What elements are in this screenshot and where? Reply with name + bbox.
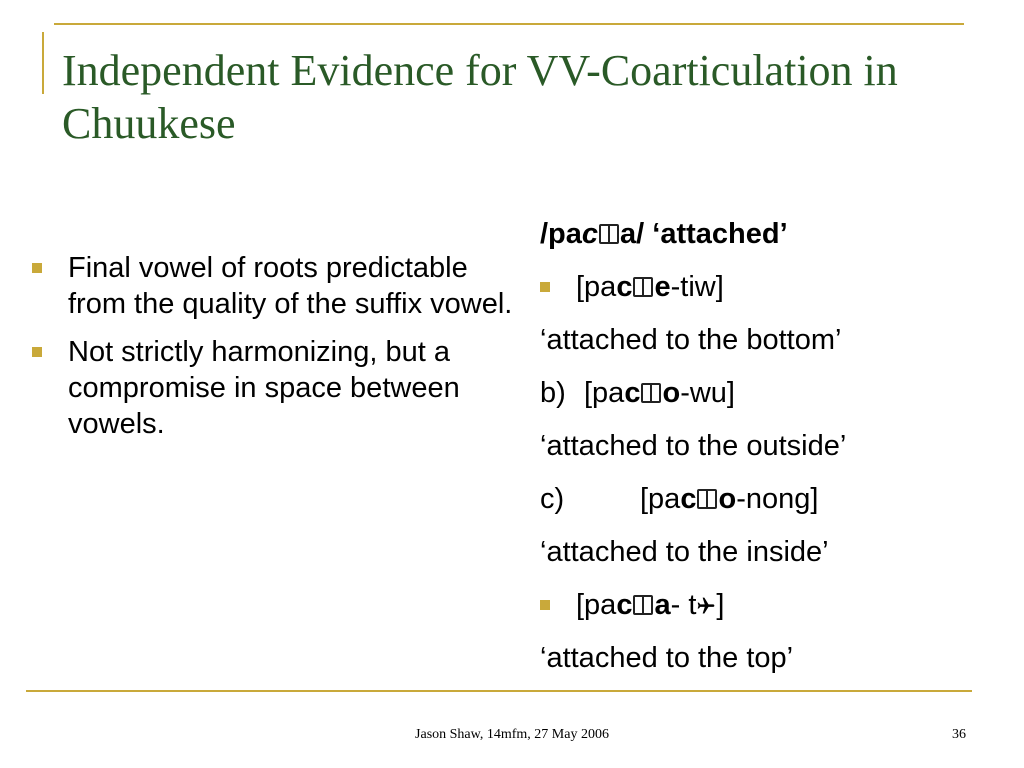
missing-glyph-icon xyxy=(641,383,661,403)
bullet-item-2 xyxy=(32,334,532,442)
missing-glyph-icon xyxy=(697,489,717,509)
form-row-4 xyxy=(540,587,1010,640)
form-suffix: - t xyxy=(670,589,697,621)
left-bullet-list xyxy=(32,250,532,454)
form-suffix: -nong] xyxy=(736,483,819,515)
form-vowel: o xyxy=(662,377,681,409)
form-prefix: [pa xyxy=(576,589,617,621)
gloss-row-2: ‘attached to the outside’ xyxy=(540,430,847,462)
form-suffix: -wu] xyxy=(680,377,735,409)
slide-title: Independent Evidence for VV-Coarticulation in Chuukese xyxy=(62,46,898,148)
top-rule xyxy=(54,23,964,25)
heading-vowel: a/ xyxy=(620,218,645,250)
bullet-square-icon xyxy=(540,282,550,292)
bullet-item-1 xyxy=(32,250,532,322)
heading-consonant: c xyxy=(581,218,599,250)
form-row-2 xyxy=(540,375,1010,428)
form-prefix: [pa xyxy=(584,377,625,409)
slide-number: 36 xyxy=(952,727,966,742)
form-label: c) xyxy=(540,483,565,515)
left-rule xyxy=(42,32,44,94)
heading-gloss: ‘attached’ xyxy=(644,218,788,250)
form-row-1 xyxy=(540,269,1010,322)
form-suffix-tail: ] xyxy=(716,589,725,621)
bullet-text: Not strictly harmonizing, but a compromise in space between vowels. xyxy=(68,336,460,440)
gloss-row-1: ‘attached to the bottom’ xyxy=(540,324,842,356)
bullet-text: Final vowel of roots predictable from the quality of the suffix vowel. xyxy=(68,252,513,320)
footer-text: Jason Shaw, 14mfm, 27 May 2006 xyxy=(415,727,609,742)
airplane-icon xyxy=(696,596,716,616)
form-consonant: c xyxy=(680,483,697,515)
form-consonant: c xyxy=(624,377,641,409)
heading-prefix: /pa xyxy=(540,218,582,250)
form-vowel: o xyxy=(718,483,737,515)
form-vowel: e xyxy=(654,271,671,303)
missing-glyph-icon xyxy=(599,224,619,244)
missing-glyph-icon xyxy=(633,595,653,615)
form-consonant: c xyxy=(616,589,633,621)
form-label: b) xyxy=(540,377,566,409)
form-vowel: a xyxy=(654,589,671,621)
examples-column xyxy=(540,216,1010,693)
form-suffix: -tiw] xyxy=(670,271,724,303)
form-row-3 xyxy=(540,481,1010,534)
gloss-row-4: ‘attached to the top’ xyxy=(540,642,794,674)
gloss-row-3: ‘attached to the inside’ xyxy=(540,536,829,568)
form-prefix: [pa xyxy=(640,483,681,515)
missing-glyph-icon xyxy=(633,277,653,297)
root-heading xyxy=(540,216,1010,269)
bullet-square-icon xyxy=(32,347,42,357)
bullet-square-icon xyxy=(32,263,42,273)
bottom-rule xyxy=(26,690,972,692)
form-consonant: c xyxy=(616,271,633,303)
bullet-square-icon xyxy=(540,600,550,610)
form-prefix: [pa xyxy=(576,271,617,303)
